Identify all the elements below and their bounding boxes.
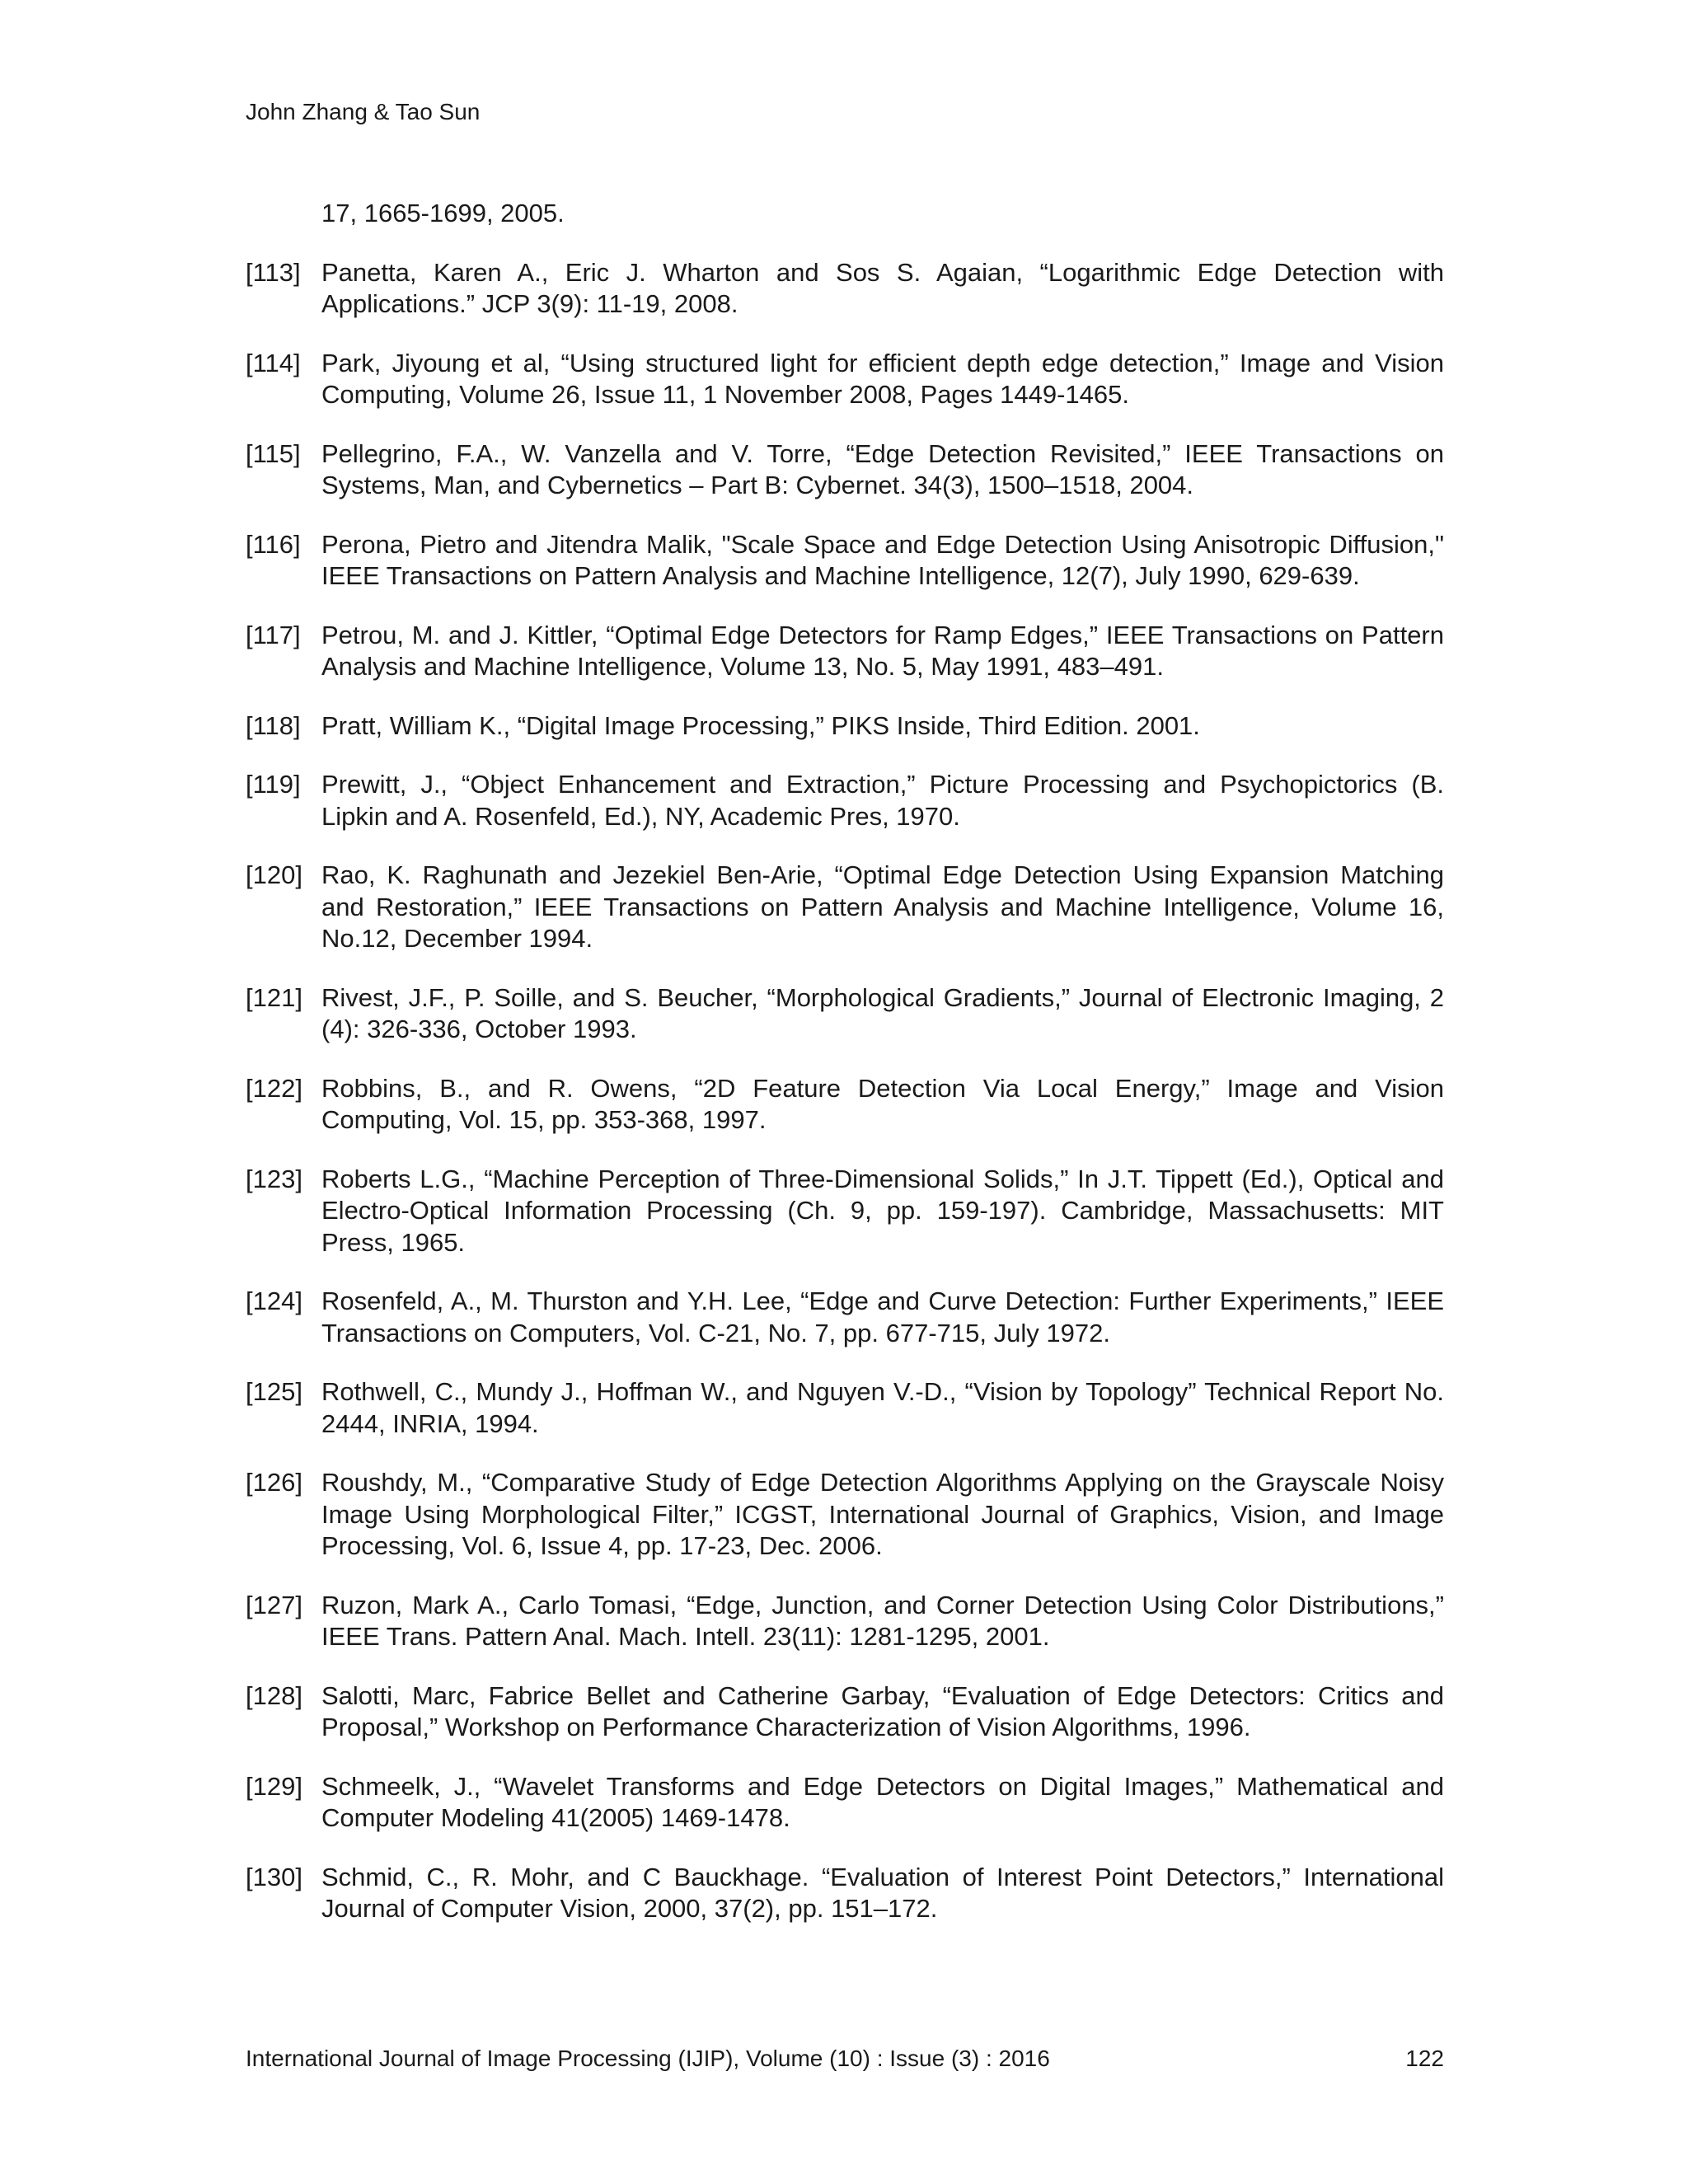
reference-text: Roberts L.G., “Machine Perception of Three-Dimensional Solids,” In J.T. Tippett (Ed.), Optical and Electro-Optical Information Processing (Ch. 9, pp. 159-197). Cambridge, Massachusetts: MIT Press, 1965. [321, 1164, 1444, 1257]
reference-item [246, 620, 1444, 683]
reference-text: Rosenfeld, A., M. Thurston and Y.H. Lee, “Edge and Curve Detection: Further Experiments,” IEEE Transactions on Computers, Vol. C-21, No. 7, pp. 677-715, July 1972. [321, 1286, 1444, 1347]
reference-number: [117] [246, 620, 301, 649]
page-footer [246, 2044, 1444, 2074]
reference-number: [113] [246, 257, 301, 287]
reference-number: [120] [246, 860, 302, 889]
reference-text: Schmeelk, J., “Wavelet Transforms and Edge Detectors on Digital Images,” Mathematical and Computer Modeling 41(2005) 1469-1478. [321, 1771, 1444, 1832]
reference-item [246, 1376, 1444, 1440]
reference-text: Prewitt, J., “Object Enhancement and Extraction,” Picture Processing and Psychopictorics (B. Lipkin and A. Rosenfeld, Ed.), NY, Academic Pres, 1970. [321, 770, 1444, 831]
reference-number: [118] [246, 710, 301, 740]
reference-item [246, 257, 1444, 321]
reference-continuation [246, 198, 1444, 230]
reference-item [246, 1164, 1444, 1259]
reference-item [246, 982, 1444, 1046]
reference-text: Panetta, Karen A., Eric J. Wharton and Sos S. Agaian, “Logarithmic Edge Detection with Applications.” JCP 3(9): 11-19, 2008. [321, 257, 1444, 318]
reference-number: [121] [246, 982, 302, 1012]
reference-text: Rothwell, C., Mundy J., Hoffman W., and Nguyen V.-D., “Vision by Topology” Technical Report No. 2444, INRIA, 1994. [321, 1377, 1444, 1438]
reference-text: 17, 1665-1699, 2005. [321, 199, 565, 227]
reference-text: Petrou, M. and J. Kittler, “Optimal Edge Detectors for Ramp Edges,” IEEE Transactions on Pattern Analysis and Machine Intelligence, Volume 13, No. 5, May 1991, 483–491. [321, 620, 1444, 681]
reference-number: [114] [246, 348, 301, 377]
reference-number: [115] [246, 438, 301, 468]
reference-text: Ruzon, Mark A., Carlo Tomasi, “Edge, Junction, and Corner Detection Using Color Distributions,” IEEE Trans. Pattern Anal. Mach. Intell. 23(11): 1281-1295, 2001. [321, 1590, 1444, 1651]
reference-text: Rao, K. Raghunath and Jezekiel Ben-Arie, “Optimal Edge Detection Using Expansion Matching and Restoration,” IEEE Transactions on Pattern Analysis and Machine Intelligence, Volume 16, No.12, December 1994. [321, 860, 1444, 953]
reference-number: [123] [246, 1164, 302, 1193]
reference-number: [125] [246, 1377, 302, 1406]
reference-text: Pratt, William K., “Digital Image Processing,” PIKS Inside, Third Edition. 2001. [321, 710, 1200, 740]
reference-text: Robbins, B., and R. Owens, “2D Feature Detection Via Local Energy,” Image and Vision Computing, Vol. 15, pp. 353-368, 1997. [321, 1073, 1444, 1134]
reference-item [246, 348, 1444, 411]
reference-item [246, 710, 1444, 743]
page-number: 122 [1405, 2046, 1444, 2071]
reference-item [246, 1590, 1444, 1653]
reference-item [246, 1771, 1444, 1835]
reference-list [246, 198, 1444, 1952]
reference-number: [116] [246, 529, 301, 559]
reference-item [246, 529, 1444, 593]
reference-text: Schmid, C., R. Mohr, and C Bauckhage. “Evaluation of Interest Point Detectors,” International Journal of Computer Vision, 2000, 37(2), pp. 151–172. [321, 1862, 1444, 1923]
reference-item [246, 1680, 1444, 1744]
reference-text: Rivest, J.F., P. Soille, and S. Beucher, “Morphological Gradients,” Journal of Electronic Imaging, 2 (4): 326-336, October 1993. [321, 982, 1444, 1043]
reference-number: [126] [246, 1468, 302, 1497]
reference-item [246, 438, 1444, 502]
reference-item [246, 1862, 1444, 1925]
running-head: John Zhang & Tao Sun [246, 99, 481, 124]
reference-number: [129] [246, 1771, 302, 1801]
reference-text: Perona, Pietro and Jitendra Malik, "Scale Space and Edge Detection Using Anisotropic Diffusion," IEEE Transactions on Pattern Analysis and Machine Intelligence, 12(7), July 1990, 629-639. [321, 529, 1444, 590]
reference-text: Pellegrino, F.A., W. Vanzella and V. Torre, “Edge Detection Revisited,” IEEE Transactions on Systems, Man, and Cybernetics – Part B: Cybernet. 34(3), 1500–1518, 2004. [321, 438, 1444, 499]
reference-item [246, 769, 1444, 832]
reference-item [246, 860, 1444, 955]
reference-item [246, 1467, 1444, 1563]
reference-number: [130] [246, 1862, 302, 1891]
reference-number: [122] [246, 1073, 302, 1103]
reference-item [246, 1073, 1444, 1137]
reference-number: [119] [246, 770, 301, 799]
footer-journal: International Journal of Image Processing (IJIP), Volume (10) : Issue (3) : 2016 [246, 2046, 1050, 2071]
reference-text: Salotti, Marc, Fabrice Bellet and Catherine Garbay, “Evaluation of Edge Detectors: Critics and Proposal,” Workshop on Performance Characterization of Vision Algorithms, 1996. [321, 1680, 1444, 1741]
reference-text: Park, Jiyoung et al, “Using structured light for efficient depth edge detection,” Image and Vision Computing, Volume 26, Issue 11, 1 November 2008, Pages 1449-1465. [321, 348, 1444, 409]
reference-number: [124] [246, 1286, 302, 1315]
reference-text: Roushdy, M., “Comparative Study of Edge Detection Algorithms Applying on the Grayscale Noisy Image Using Morphological Filter,” ICGST, International Journal of Graphics, Vision, and Image Processing, Vol. 6, Issue 4, pp. 17-23, Dec. 2006. [321, 1468, 1444, 1560]
reference-number: [127] [246, 1590, 302, 1619]
reference-number: [128] [246, 1680, 302, 1710]
reference-item [246, 1286, 1444, 1349]
